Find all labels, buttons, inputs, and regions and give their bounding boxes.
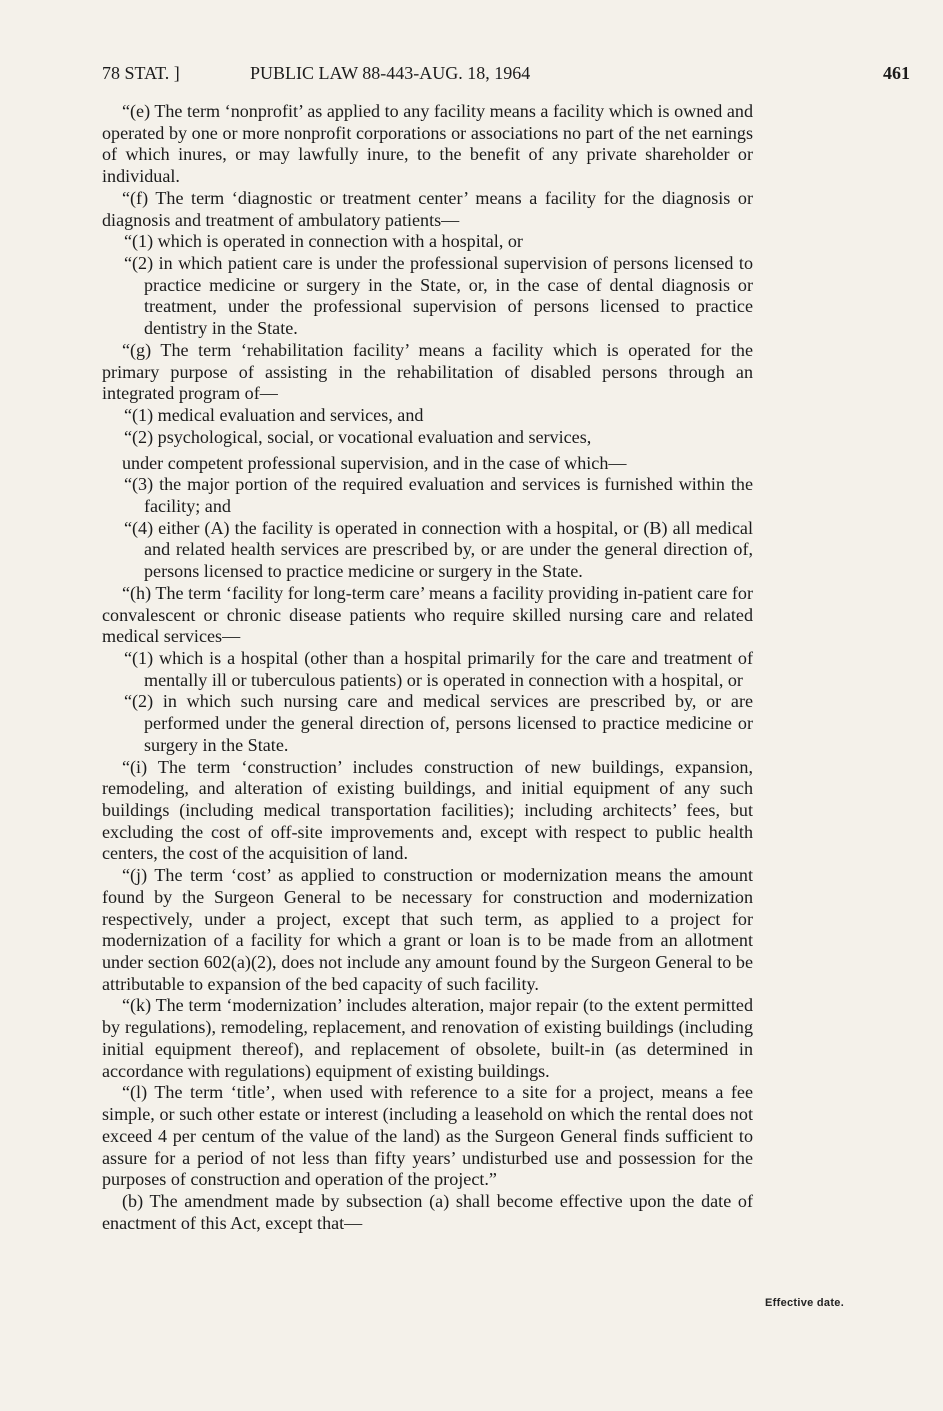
statute-text bbox=[102, 101, 753, 1234]
paragraph: “(g) The term ‘rehabilitation facility’ means a facility which is operated for the primary purpose of assisting in the rehabilitation of disabled persons through an integrated program of— bbox=[102, 339, 753, 404]
statute-volume: 78 STAT. ] bbox=[102, 63, 180, 83]
paragraph: “(1) which is a hospital (other than a hospital primarily for the care and treatment of mentally ill or tuberculous patients) or is operated in connection with a hospital, or bbox=[124, 647, 753, 690]
paragraph: “(f) The term ‘diagnostic or treatment center’ means a facility for the diagnosis or diagnosis and treatment of ambulatory patients— bbox=[102, 187, 753, 230]
paragraph: “(j) The term ‘cost’ as applied to construction or modernization means the amount found by the Surgeon General to be necessary for construction and modernization respectively, under a project, except that such term, as applied to a project for modernization of a facility for which a grant or loan is to be made from an allotment under section 602(a)(2), does not include any amount found by the Surgeon General to be attributable to expansion of the bed capacity of such facility. bbox=[102, 865, 753, 994]
paragraph: “(1) medical evaluation and services, and bbox=[124, 405, 424, 426]
paragraph: “(3) the major portion of the required evaluation and services is furnished within the facility; and bbox=[124, 474, 753, 516]
running-header bbox=[102, 60, 910, 86]
margin-note-effective-date: Effective date. bbox=[765, 1297, 845, 1309]
paragraph: “(i) The term ‘construction’ includes construction of new buildings, expansion, remodeling, and alteration of existing buildings, and initial equipment of any such buildings (including medical transportation facilities); including architects’ fees, but excluding the cost of off-site improvements and, except with respect to public health centers, the cost of the acquisition of land. bbox=[102, 756, 753, 864]
paragraph: “(2) in which such nursing care and medical services are prescribed by, or are performed under the general direction of, persons licensed to practice medicine or surgery in the State. bbox=[124, 691, 753, 755]
paragraph: “(2) psychological, social, or vocational evaluation and services, bbox=[124, 426, 592, 447]
paragraph: “(1) which is operated in connection with a hospital, or bbox=[124, 231, 523, 252]
paragraph: “(4) either (A) the facility is operated in connection with a hospital, or (B) all medical and related health services are prescribed by, or are under the general direction of, persons licensed to practice medicine or surgery in the State. bbox=[124, 517, 753, 582]
public-law-title: PUBLIC LAW 88-443-AUG. 18, 1964 bbox=[250, 63, 531, 83]
paragraph: “(k) The term ‘modernization’ includes alteration, major repair (to the extent permitted by regulations), remodeling, replacement, and renovation of existing buildings (including initial equipment thereof), and replacement of obsolete, built-in (as determined in accordance with regulations) equipment of existing buildings. bbox=[102, 995, 753, 1081]
paragraph: “(h) The term ‘facility for long-term care’ means a facility providing in-patient care for convalescent or chronic disease patients who require skilled nursing care and related medical services— bbox=[102, 582, 753, 647]
page-number: 461 bbox=[883, 63, 910, 83]
paragraph: “(l) The term ‘title’, when used with reference to a site for a project, means a fee simple, or such other estate or interest (including a leasehold on which the rental does not exceed 4 per centum of the value of the land) as the Surgeon General finds sufficient to assure for a period of not less than fifty years’ undisturbed use and possession for the purposes of construction and operation of the project.” bbox=[102, 1082, 753, 1190]
paragraph: “(e) The term ‘nonprofit’ as applied to any facility means a facility which is owned and operated by one or more nonprofit corporations or associations no part of the net earnings of which inures, or may lawfully inure, to the benefit of any private shareholder or individual. bbox=[102, 101, 753, 187]
paragraph: (b) The amendment made by subsection (a) shall become effective upon the date of enactment of this Act, except that— bbox=[102, 1190, 753, 1233]
paragraph: “(2) in which patient care is under the professional supervision of persons licensed to practice medicine or surgery in the State, or, in the case of dental diagnosis or treatment, under the professional supervision of persons licensed to practice dentistry in the State. bbox=[124, 253, 753, 339]
paragraph: under competent professional supervision, and in the case of which— bbox=[122, 452, 627, 473]
